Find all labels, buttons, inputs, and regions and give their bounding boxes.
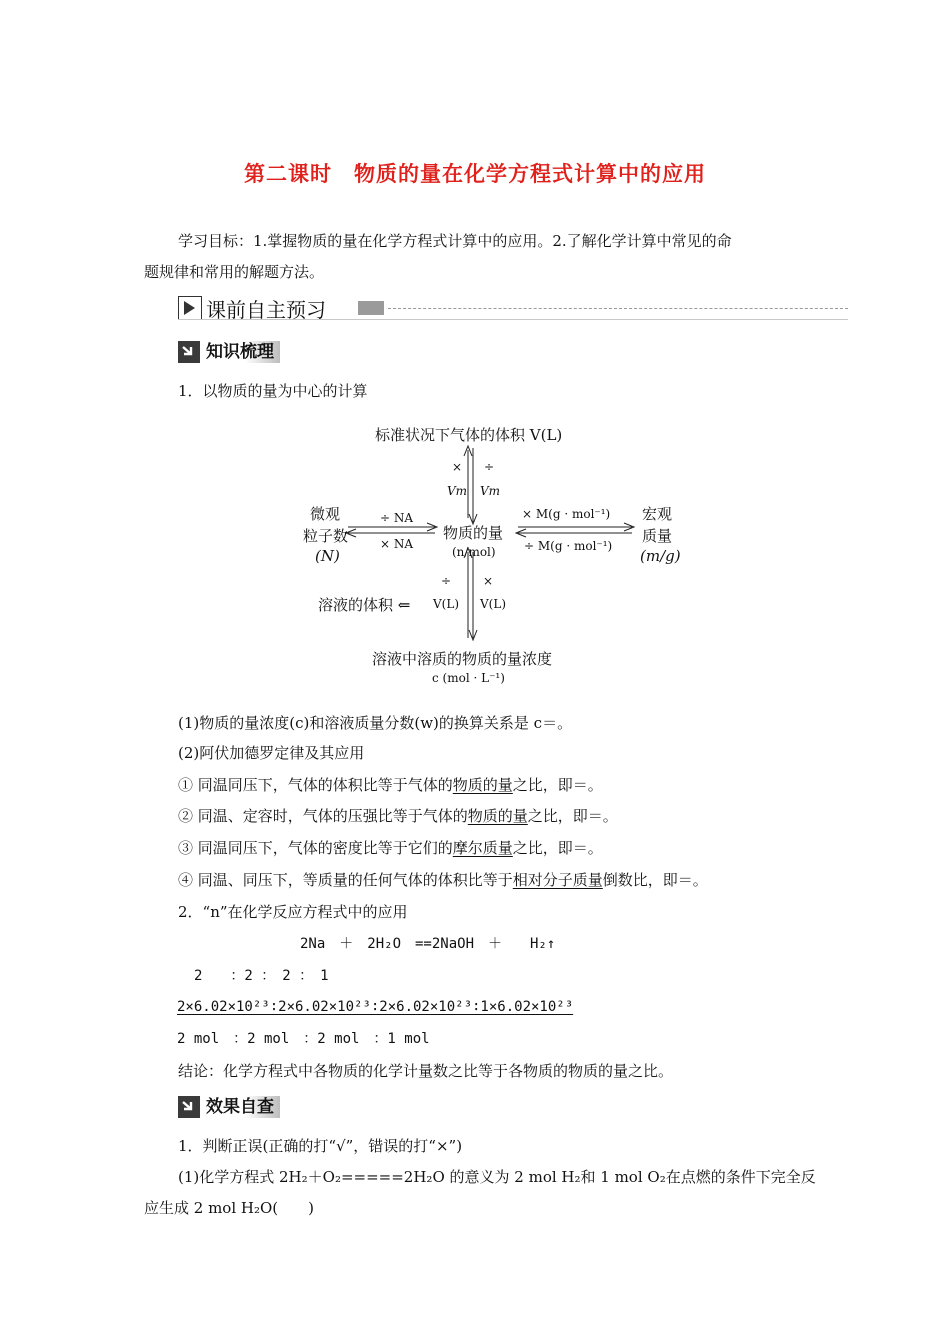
diagram-left-line3: (N) — [315, 547, 340, 565]
judge-title: 1．判断正误(正确的打“√”，错误的打“×”) — [178, 1137, 463, 1155]
underlined-term: 相对分子质量 — [512, 871, 603, 889]
diagram-up-left-val: Vm — [447, 484, 468, 498]
item-1: 1．以物质的量为中心的计算 — [178, 382, 368, 400]
diagram-top-label: 标准状况下气体的体积 V(L) — [375, 426, 563, 444]
diagram-left-top-op: ÷ NA — [380, 511, 414, 525]
diagram-right-bot-op: ÷ M(g · mol⁻¹) — [524, 539, 613, 553]
section-knowledge-label: 知识梳理 — [202, 341, 280, 363]
particle-row: 2×6.02×10²³∶2×6.02×10²³∶2×6.02×10²³∶1×6.02×10²³ — [177, 999, 574, 1015]
judge1-line1: (1)化学方程式 2H₂＋O₂=====2H₂O 的意义为 2 mol H₂和 1 mol O₂在点燃的条件下完全反 — [178, 1168, 816, 1186]
banner-rule — [178, 319, 848, 320]
diagram-down-left-op: ÷ — [441, 574, 452, 588]
diagram-up-right-op: ÷ — [484, 460, 495, 474]
underlined-term: 物质的量 — [467, 807, 528, 825]
diagram-left-line1: 微观 — [310, 505, 341, 523]
coef-row: 2 ：2 ： 2 ： 1 — [194, 968, 329, 984]
avogadro-4: ④ 同温、同压下，等质量的任何气体的体积比等于相对分子质量倒数比，即＝。 — [178, 871, 708, 889]
diagram-down-left-val: V(L) — [433, 597, 459, 611]
avogadro-1: ① 同温同压下，气体的体积比等于气体的物质的量之比，即＝。 — [178, 776, 603, 794]
banner-label: 课前自主预习 — [206, 298, 326, 322]
underlined-term: 摩尔质量 — [452, 839, 513, 857]
section-selfcheck-label: 效果自查 — [202, 1096, 280, 1118]
section-arrow-icon — [178, 341, 200, 363]
diagram-up-right-val: Vm — [480, 484, 501, 498]
diagram-solution-volume: 溶液的体积 ⇐ — [318, 596, 411, 614]
banner-arrow-icon — [178, 296, 202, 320]
diagram-right-line3: (m/g) — [640, 547, 681, 565]
diagram-down-right-val: V(L) — [480, 597, 506, 611]
conclusion: 结论：化学方程式中各物质的化学计量数之比等于各物质的物质的量之比。 — [178, 1062, 674, 1080]
line-c2: (2)阿伏加德罗定律及其应用 — [178, 744, 365, 762]
objective-line-2: 题规律和常用的解题方法。 — [144, 263, 325, 281]
diagram-bottom: 溶液中溶质的物质的量浓度 — [372, 650, 553, 668]
item-2: 2．“n”在化学反应方程式中的应用 — [178, 903, 408, 921]
mol-row: 2 mol ：2 mol ：2 mol ：1 mol — [177, 1031, 430, 1047]
diagram-left-bot-op: × NA — [380, 537, 414, 551]
diagram-center: 物质的量 — [443, 524, 504, 542]
diagram-right-top-op: × M(g · mol⁻¹) — [522, 507, 611, 521]
diagram-left-line2: 粒子数 — [303, 527, 349, 545]
avogadro-2: ② 同温、定容时，气体的压强比等于气体的物质的量之比，即＝。 — [178, 807, 618, 825]
judge1-line2: 应生成 2 mol H₂O( ) — [144, 1199, 314, 1217]
page-title: 第二课时 物质的量在化学方程式计算中的应用 — [244, 162, 706, 186]
objective-line-1: 学习目标：1.掌握物质的量在化学方程式计算中的应用。2.了解化学计算中常见的命 — [178, 232, 732, 250]
diagram-bottom-unit: c (mol · L⁻¹) — [432, 671, 505, 685]
diagram-center-unit: (n/mol) — [452, 545, 496, 559]
diagram-up-left-op: × — [452, 460, 463, 474]
banner-dashed-line — [388, 308, 848, 309]
preview-banner — [178, 294, 848, 320]
underlined-term: 物质的量 — [452, 776, 513, 794]
avogadro-3: ③ 同温同压下，气体的密度比等于它们的摩尔质量之比，即＝。 — [178, 839, 603, 857]
diagram-down-right-op: × — [483, 574, 494, 588]
line-c1: (1)物质的量浓度(c)和溶液质量分数(w)的换算关系是 c＝。 — [178, 714, 573, 732]
diagram-right-line1: 宏观 — [642, 505, 673, 523]
diagram-right-line2: 质量 — [642, 527, 673, 545]
banner-grey-block — [358, 301, 384, 315]
reaction-equation: 2Na ＋ 2H₂O ==2NaOH ＋ H₂↑ — [300, 936, 556, 952]
section-arrow-icon — [178, 1096, 200, 1118]
